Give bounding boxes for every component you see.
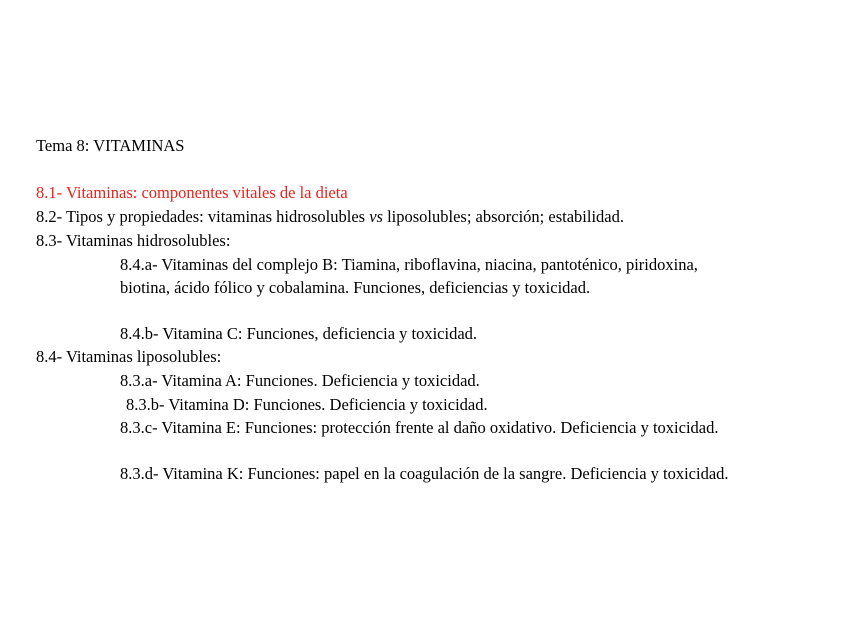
document-title: Tema 8: VITAMINAS xyxy=(36,136,185,155)
section-8-2 xyxy=(36,205,624,228)
subsection-8-3-b: 8.3.b- Vitamina D: Funciones. Deficiencia y toxicidad. xyxy=(126,395,488,414)
section-8-2-text-a: 8.2- Tipos y propiedades: vitaminas hidrosolubles xyxy=(36,207,370,226)
section-8-3: 8.3- Vitaminas hidrosolubles: xyxy=(36,231,231,250)
section-8-1: 8.1- Vitaminas: componentes vitales de la dieta xyxy=(36,183,348,202)
section-8-4: 8.4- Vitaminas liposolubles: xyxy=(36,347,222,366)
subsection-8-3-c: 8.3.c- Vitamina E: Funciones: protección frente al daño oxidativo. Deficiencia y toxicidad. xyxy=(120,418,719,437)
subsection-8-3-a: 8.3.a- Vitamina A: Funciones. Deficiencia y toxicidad. xyxy=(120,371,480,390)
subsection-8-3-d: 8.3.d- Vitamina K: Funciones: papel en la coagulación de la sangre. Deficiencia y toxicidad. xyxy=(120,464,729,483)
section-8-2-vs: vs xyxy=(369,207,383,226)
section-8-2-text-b: liposolubles; absorción; estabilidad. xyxy=(382,207,624,226)
subsection-8-4-a: 8.4.a- Vitaminas del complejo B: Tiamina, riboflavina, niacina, pantoténico, piridoxina, biotina, ácido fólico y cobalamina. Funciones, deficiencias y toxicidad. xyxy=(120,255,698,297)
subsection-8-4-b: 8.4.b- Vitamina C: Funciones, deficiencia y toxicidad. xyxy=(120,324,478,343)
